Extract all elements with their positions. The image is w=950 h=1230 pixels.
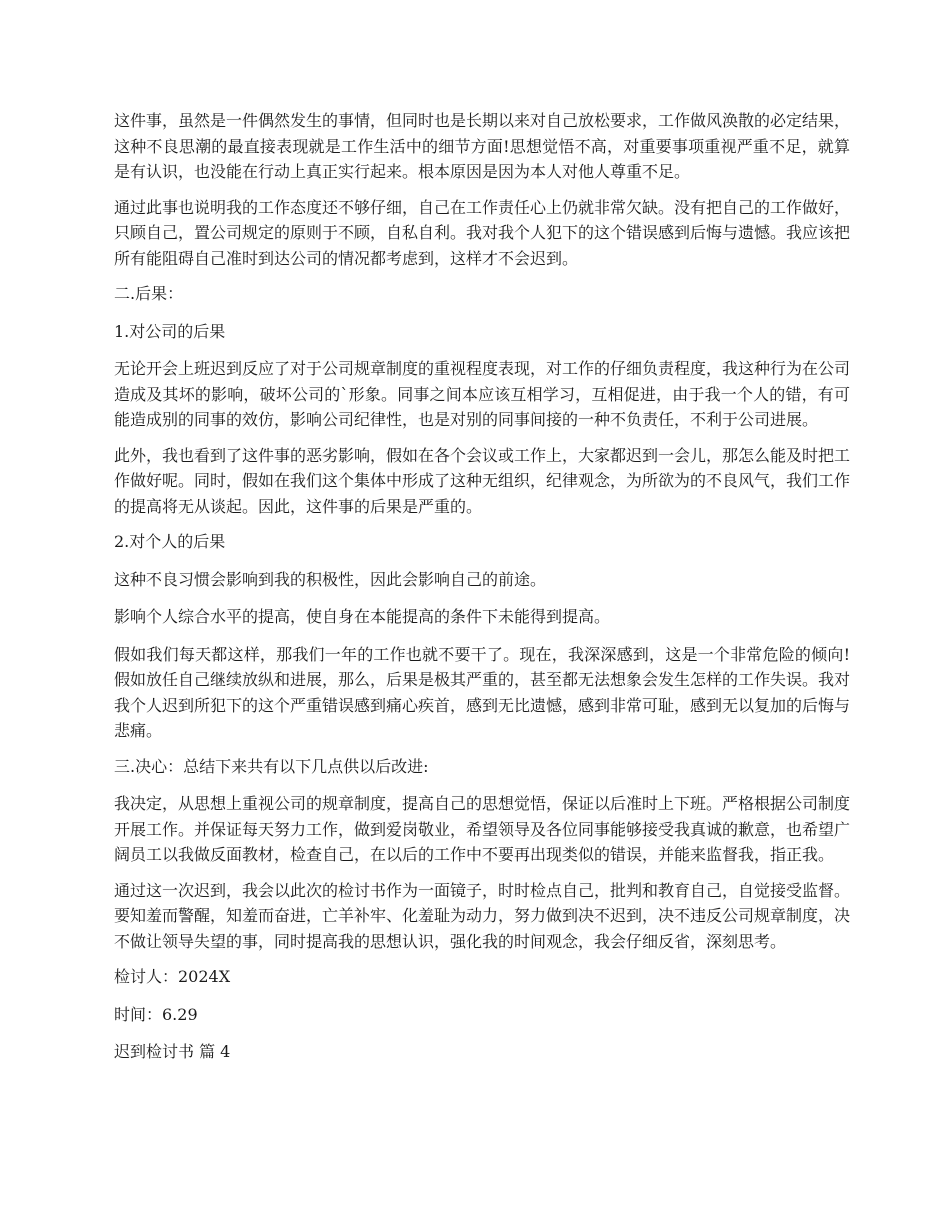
section-heading-resolution: 三.决心：总结下来共有以下几点供以后改进: <box>114 756 429 776</box>
subheading-personal-consequences: 2.对个人的后果 <box>114 532 226 551</box>
paragraph-bad-influence: 此外，我也看到了这件事的恶劣影响，假如在各个会议或工作上，大家都迟到一会儿，那怎么能及时把工作做好呢。同时，假如在我们这个集体中形成了这种无组织，纪律观念，为所欲为的不良风气，我们工作的提高将无从谈起。因此，这件事的后果是严重的。 <box>114 445 851 516</box>
section-heading-consequences: 二.后果： <box>114 284 184 303</box>
paragraph-improvement: 影响个人综合水平的提高，使自身在本能提高的条件下未能得到提高。 <box>114 607 611 626</box>
paragraph-cause-analysis: 这件事，虽然是一件偶然发生的事情，但同时也是长期以来对自己放松要求，工作做风涣散的必定结果，这种不良思潮的最直接表现就是工作生活中的细节方面!思想觉悟不高，对重要事项重视严重不足，就算是有认识，也没能在行动上真正实行起来。根本原因是因为本人对他人尊重不足。 <box>114 111 851 181</box>
paragraph-decision: 我决定，从思想上重视公司的规章制度，提高自己的思想觉悟，保证以后准时上下班。严格根据公司制度开展工作。并保证每天努力工作，做到爱岗敬业，希望领导及各位同事能够接受我真诚的歉意，也希望广阔员工以我做反面教材，检查自己，在以后的工作中不要再出现类似的错误，并能来监督我，指正我。 <box>114 794 851 864</box>
document-body <box>114 108 850 1077</box>
signature-date: 时间：6.29 <box>114 1004 198 1024</box>
subheading-company-consequences: 1.对公司的后果 <box>114 321 226 341</box>
paragraph-danger: 假如我们每天都这样，那我们一年的工作也就不要干了。现在，我深深感到，这是一个非常危险的倾向!假如放任自己继续放纵和进展，那么，后果是极其严重的，甚至都无法想象会发生怎样的工作失误。我对我个人迟到所犯下的这个严重错误感到痛心疾首，感到无比遗憾，感到非常可耻，感到无以复加的后悔与悲痛。 <box>114 644 851 740</box>
paragraph-mirror: 通过这一次迟到，我会以此次的检讨书作为一面镜子，时时检点自己，批判和教育自己，自觉接受监督。要知羞而警醒，知羞而奋进，亡羊补牢、化羞耻为动力，努力做到决不迟到，决不违反公司规章制度，决不做让领导失望的事，同时提高我的思想认识，强化我的时间观念，我会仔细反省，深刻思考。 <box>114 880 851 951</box>
next-document-title: 迟到检讨书 篇 4 <box>114 1042 231 1061</box>
paragraph-habit: 这种不良习惯会影响到我的积极性，因此会影响自己的前途。 <box>114 569 547 589</box>
signature-reviewer: 检讨人：2024X <box>114 967 231 986</box>
paragraph-attitude: 通过此事也说明我的工作态度还不够仔细，自己在工作责任心上仍就非常欠缺。没有把自己的工作做好，只顾自己，置公司规定的原则于不顾，自私自利。我对我个人犯下的这个错误感到后悔与遗憾。我应该把所有能阻碍自己准时到达公司的情况都考虑到，这样才不会迟到。 <box>114 197 851 268</box>
paragraph-company-impact: 无论开会上班迟到反应了对于公司规章制度的重视程度表现，对工作的仔细负责程度，我这种行为在公司造成及其坏的影响，破坏公司的`形象。同事之间本应该互相学习，互相促进，由于我一个人的错，有可能造成别的同事的效仿，影响公司纪律性，也是对别的同事间接的一种不负责任，不利于公司进展。 <box>114 359 851 429</box>
